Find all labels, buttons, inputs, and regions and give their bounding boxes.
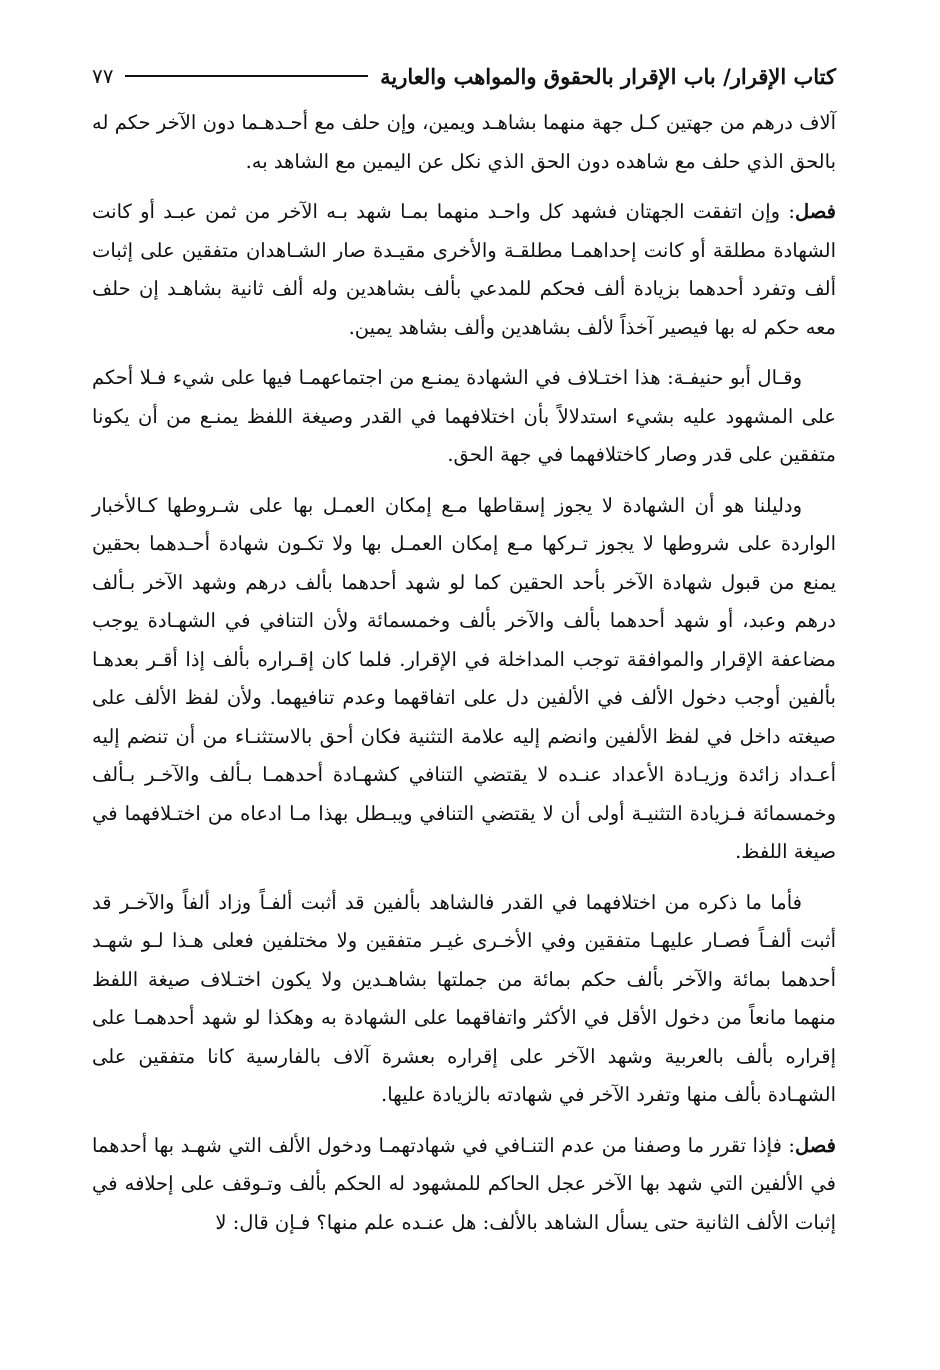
paragraph-text: : وإن اتفقت الجهتان فشهد كل واحـد منهما بمـا شهد بـه الآخر من ثمن عبـد أو كانت الشهادة مطلقة أو كانت إحداهمـا مطلقـة والأخرى مقيـدة صار الشـاهدان متفقين على إثبات ألف وتفرد أحدهما بزيادة ألف فحكم للمدعي بألف بشاهدين وله ألف ثانية بشاهـد إن حلف معه حكم له بها فيصير آخذاً لألف بشاهدين وألف بشاهد يمين. (92, 200, 836, 339)
paragraph-text: فأما ما ذكره من اختلافهما في القدر فالشاهد بألفين قد أثبت ألفـاً وزاد ألفاً والآخـر قد أثبت ألفـاً فصـار عليهـا متفقين وفي الأخـرى غيـر متفقين ولا مختلفين فعلى هـذا لـو شهـد أحدهما بمائة والآخر بألف حكم بمائة من جملتها بشاهـدين ولا يكون اختـلاف صيغة اللفظ منهما مانعاً من دخول الأقل في الأكثر واتفاقهما على الشهادة به وهكذا لو شهد أحدهمـا على إقراره بألف بالعربية وشهد الآخر على إقراره بعشرة آلاف بالفارسية كانا متفقين على الشهـادة بألف منها وتفرد الآخر في شهادته بالزيادة عليها. (92, 890, 836, 1106)
paragraph-text: آلاف درهم من جهتين كـل جهة منهما بشاهـد ويمين، وإن حلف مع أحـدهـما دون الآخر حكم له بالحق الذي حلف مع شاهده دون الحق الذي نكل عن اليمين مع الشاهد به. (92, 111, 836, 173)
paragraph (92, 1127, 836, 1243)
paragraph-text: : فإذا تقرر ما وصفنا من عدم التنـافي في شهادتهمـا ودخول الألف التي شهـد بها أحدهما في الألفين التي شهد بها الآخر عجل الحاكم للمشهود له الحكم بألف وتـوقف على إحلافه في إثبات الألف الثانية حتى يسأل الشاهد بالألف: هل عنـده علم منها؟ فـإن قال: لا (92, 1133, 836, 1234)
paragraph (92, 487, 836, 872)
paragraph (92, 193, 836, 347)
section-keyword: فصل (795, 1133, 836, 1157)
header-title: كتاب الإقرار/ باب الإقرار بالحقوق والمواهب والعارية (380, 63, 836, 89)
paragraph (92, 104, 836, 181)
paragraph-text: ودليلنا هو أن الشهادة لا يجوز إسقاطها مـع إمكان العمـل بها على شـروطها كـالأخبار الواردة على شروطها لا يجوز تـركها مـع إمكان العمـل بها ولا تكـون شهادة أحـدهما بحقين يمنع من قبول شهادة الآخر بأحد الحقين كما لو شهد أحدهما بألف درهم وشهد الآخر بـألف درهم وعبد، أو شهد أحدهما بألف والآخر بألف وخمسمائة ولأن التنافي في الشهـادة يوجب مضاعفة الإقرار والموافقة توجب المداخلة في الإقرار. فلما كان إقـراره بألف إذا أقـر بعدهـا بألفين أوجب دخول الألف في الألفين دل على اتفاقهما وعدم تنافيهما. ولأن لفظ الألف على صيغته داخل في لفظ الألفين وانضم إليه علامة التثنية فكان أحق بالاستثنـاء من أن تنضم إليه أعـداد زائدة وزيـادة الأعداد عنـده لا يقتضي التنافي كشهـادة أحدهمـا بـألف والآخـر بـألف وخمسمائة فـزيادة التثنيـة أولى أن لا يقتضي التنافي ويبـطل بهذا مـا ادعاه من اختـلافهما في صيغة اللفظ. (92, 493, 836, 863)
paragraph-text: وقـال أبو حنيفـة: هذا اختـلاف في الشهادة يمنـع من اجتماعهمـا فيها على شيء فـلا أحكم على المشهود عليه بشيء استدلالاً بأن اختلافهما في القدر وصيغة اللفظ يمنـع من أن يكونا متفقين على قدر وصار كاختلافهما في جهة الحق. (92, 366, 836, 466)
paragraph (92, 884, 836, 1115)
section-keyword: فصل (795, 200, 836, 223)
body-text (92, 104, 836, 1254)
page-number: ٧٧ (92, 64, 114, 88)
header-rule (125, 75, 368, 77)
running-header (92, 56, 836, 96)
paragraph (92, 359, 836, 475)
